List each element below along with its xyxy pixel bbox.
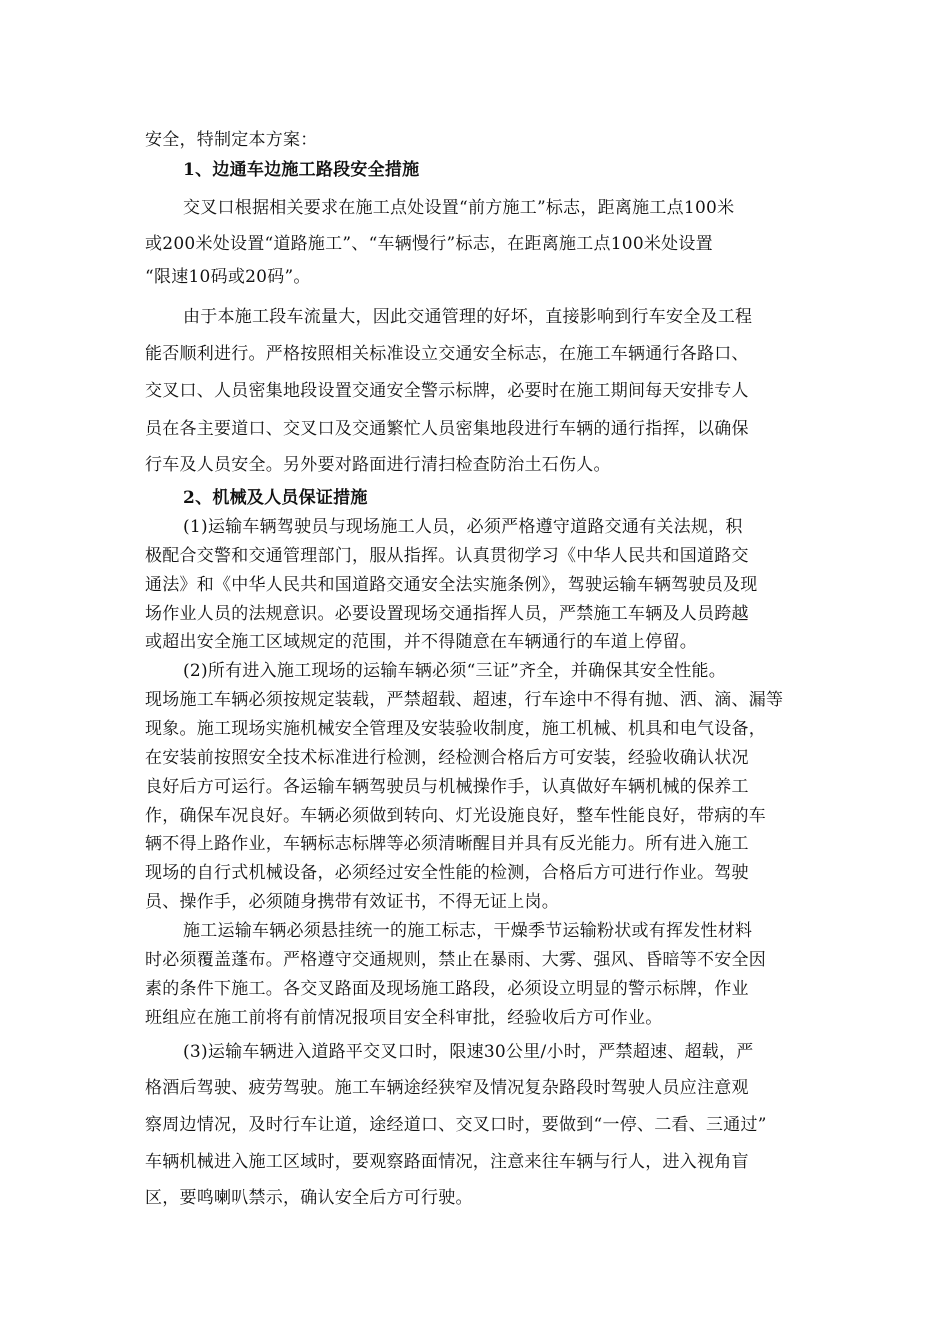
text-line: 车辆机械进入施工区域时，要观察路面情况，注意来往车辆与行人，进入视角盲 (145, 1152, 749, 1172)
text-line: 素的条件下施工。各交叉路面及现场施工路段，必须设立明显的警示标牌，作业 (145, 979, 749, 999)
text-line: (2)所有进入施工现场的运输车辆必须“三证”齐全，并确保其安全性能。 (183, 661, 726, 681)
text-line: 员、操作手，必须随身携带有效证书，不得无证上岗。 (145, 892, 559, 912)
text-line: 由于本施工段车流量大，因此交通管理的好坏，直接影响到行车安全及工程 (183, 307, 753, 327)
text-line: (1)运输车辆驾驶员与现场施工人员，必须严格遵守道路交通有关法规，积 (183, 517, 743, 537)
text-line: 格酒后驾驶、疲劳驾驶。施工车辆途经狭窄及情况复杂路段时驾驶人员应注意观 (145, 1078, 749, 1098)
text-line: 行车及人员安全。另外要对路面进行清扫检查防治土石伤人。 (145, 455, 611, 475)
text-line: 班组应在施工前将有前情况报项目安全科审批，经验收后方可作业。 (145, 1008, 663, 1028)
text-line: 察周边情况，及时行车让道，途经道口、交叉口时，要做到“一停、二看、三通过” (145, 1115, 767, 1135)
text-line: 或200米处设置“道路施工”、“车辆慢行”标志，在距离施工点100米处设置 (145, 234, 713, 254)
text-line: 现象。施工现场实施机械安全管理及安装验收制度，施工机械、机具和电气设备， (145, 719, 766, 739)
text-line: 现场施工车辆必须按规定装载，严禁超载、超速，行车途中不得有抛、洒、滴、漏等 (145, 690, 784, 710)
text-line: 作，确保车况良好。车辆必须做到转向、灯光设施良好，整车性能良好，带病的车 (145, 806, 766, 826)
text-line: 交叉口、人员密集地段设置交通安全警示标牌，必要时在施工期间每天安排专人 (145, 381, 749, 401)
text-line: 通法》和《中华人民共和国道路交通安全法实施条例》，驾驶运输车辆驾驶员及现 (145, 575, 758, 595)
text-line: 或超出安全施工区域规定的范围，并不得随意在车辆通行的车道上停留。 (145, 632, 697, 652)
text-line: 在安装前按照安全技术标准进行检测，经检测合格后方可安装，经验收确认状况 (145, 748, 749, 768)
section-heading: 2、机械及人员保证措施 (183, 488, 368, 508)
text-line: 安全，特制定本方案： (145, 130, 318, 150)
text-line: 施工运输车辆必须悬挂统一的施工标志，干燥季节运输粉状或有挥发性材料 (183, 921, 753, 941)
text-line: 良好后方可运行。各运输车辆驾驶员与机械操作手，认真做好车辆机械的保养工 (145, 777, 749, 797)
text-line: 能否顺利进行。严格按照相关标准设立交通安全标志，在施工车辆通行各路口、 (145, 344, 749, 364)
text-line: 极配合交警和交通管理部门，服从指挥。认真贯彻学习《中华人民共和国道路交 (145, 546, 749, 566)
text-line: 员在各主要道口、交叉口及交通繁忙人员密集地段进行车辆的通行指挥，以确保 (145, 419, 749, 439)
text-line: 辆不得上路作业，车辆标志标牌等必须清晰醒目并具有反光能力。所有进入施工 (145, 834, 749, 854)
text-line: 场作业人员的法规意识。必要设置现场交通指挥人员，严禁施工车辆及人员跨越 (145, 604, 749, 624)
text-line: 时必须覆盖蓬布。严格遵守交通规则，禁止在暴雨、大雾、强风、昏暗等不安全因 (145, 950, 766, 970)
text-line: 区，要鸣喇叭禁示，确认安全后方可行驶。 (145, 1188, 473, 1208)
section-heading: 1、边通车边施工路段安全措施 (183, 160, 420, 180)
text-line: “限速10码或20码”。 (145, 267, 311, 287)
text-line: (3)运输车辆进入道路平交叉口时，限速30公里/小时，严禁超速、超载，严 (183, 1042, 754, 1062)
text-line: 现场的自行式机械设备，必须经过安全性能的检测，合格后方可进行作业。驾驶 (145, 863, 749, 883)
text-line: 交叉口根据相关要求在施工点处设置“前方施工”标志，距离施工点100米 (183, 198, 735, 218)
